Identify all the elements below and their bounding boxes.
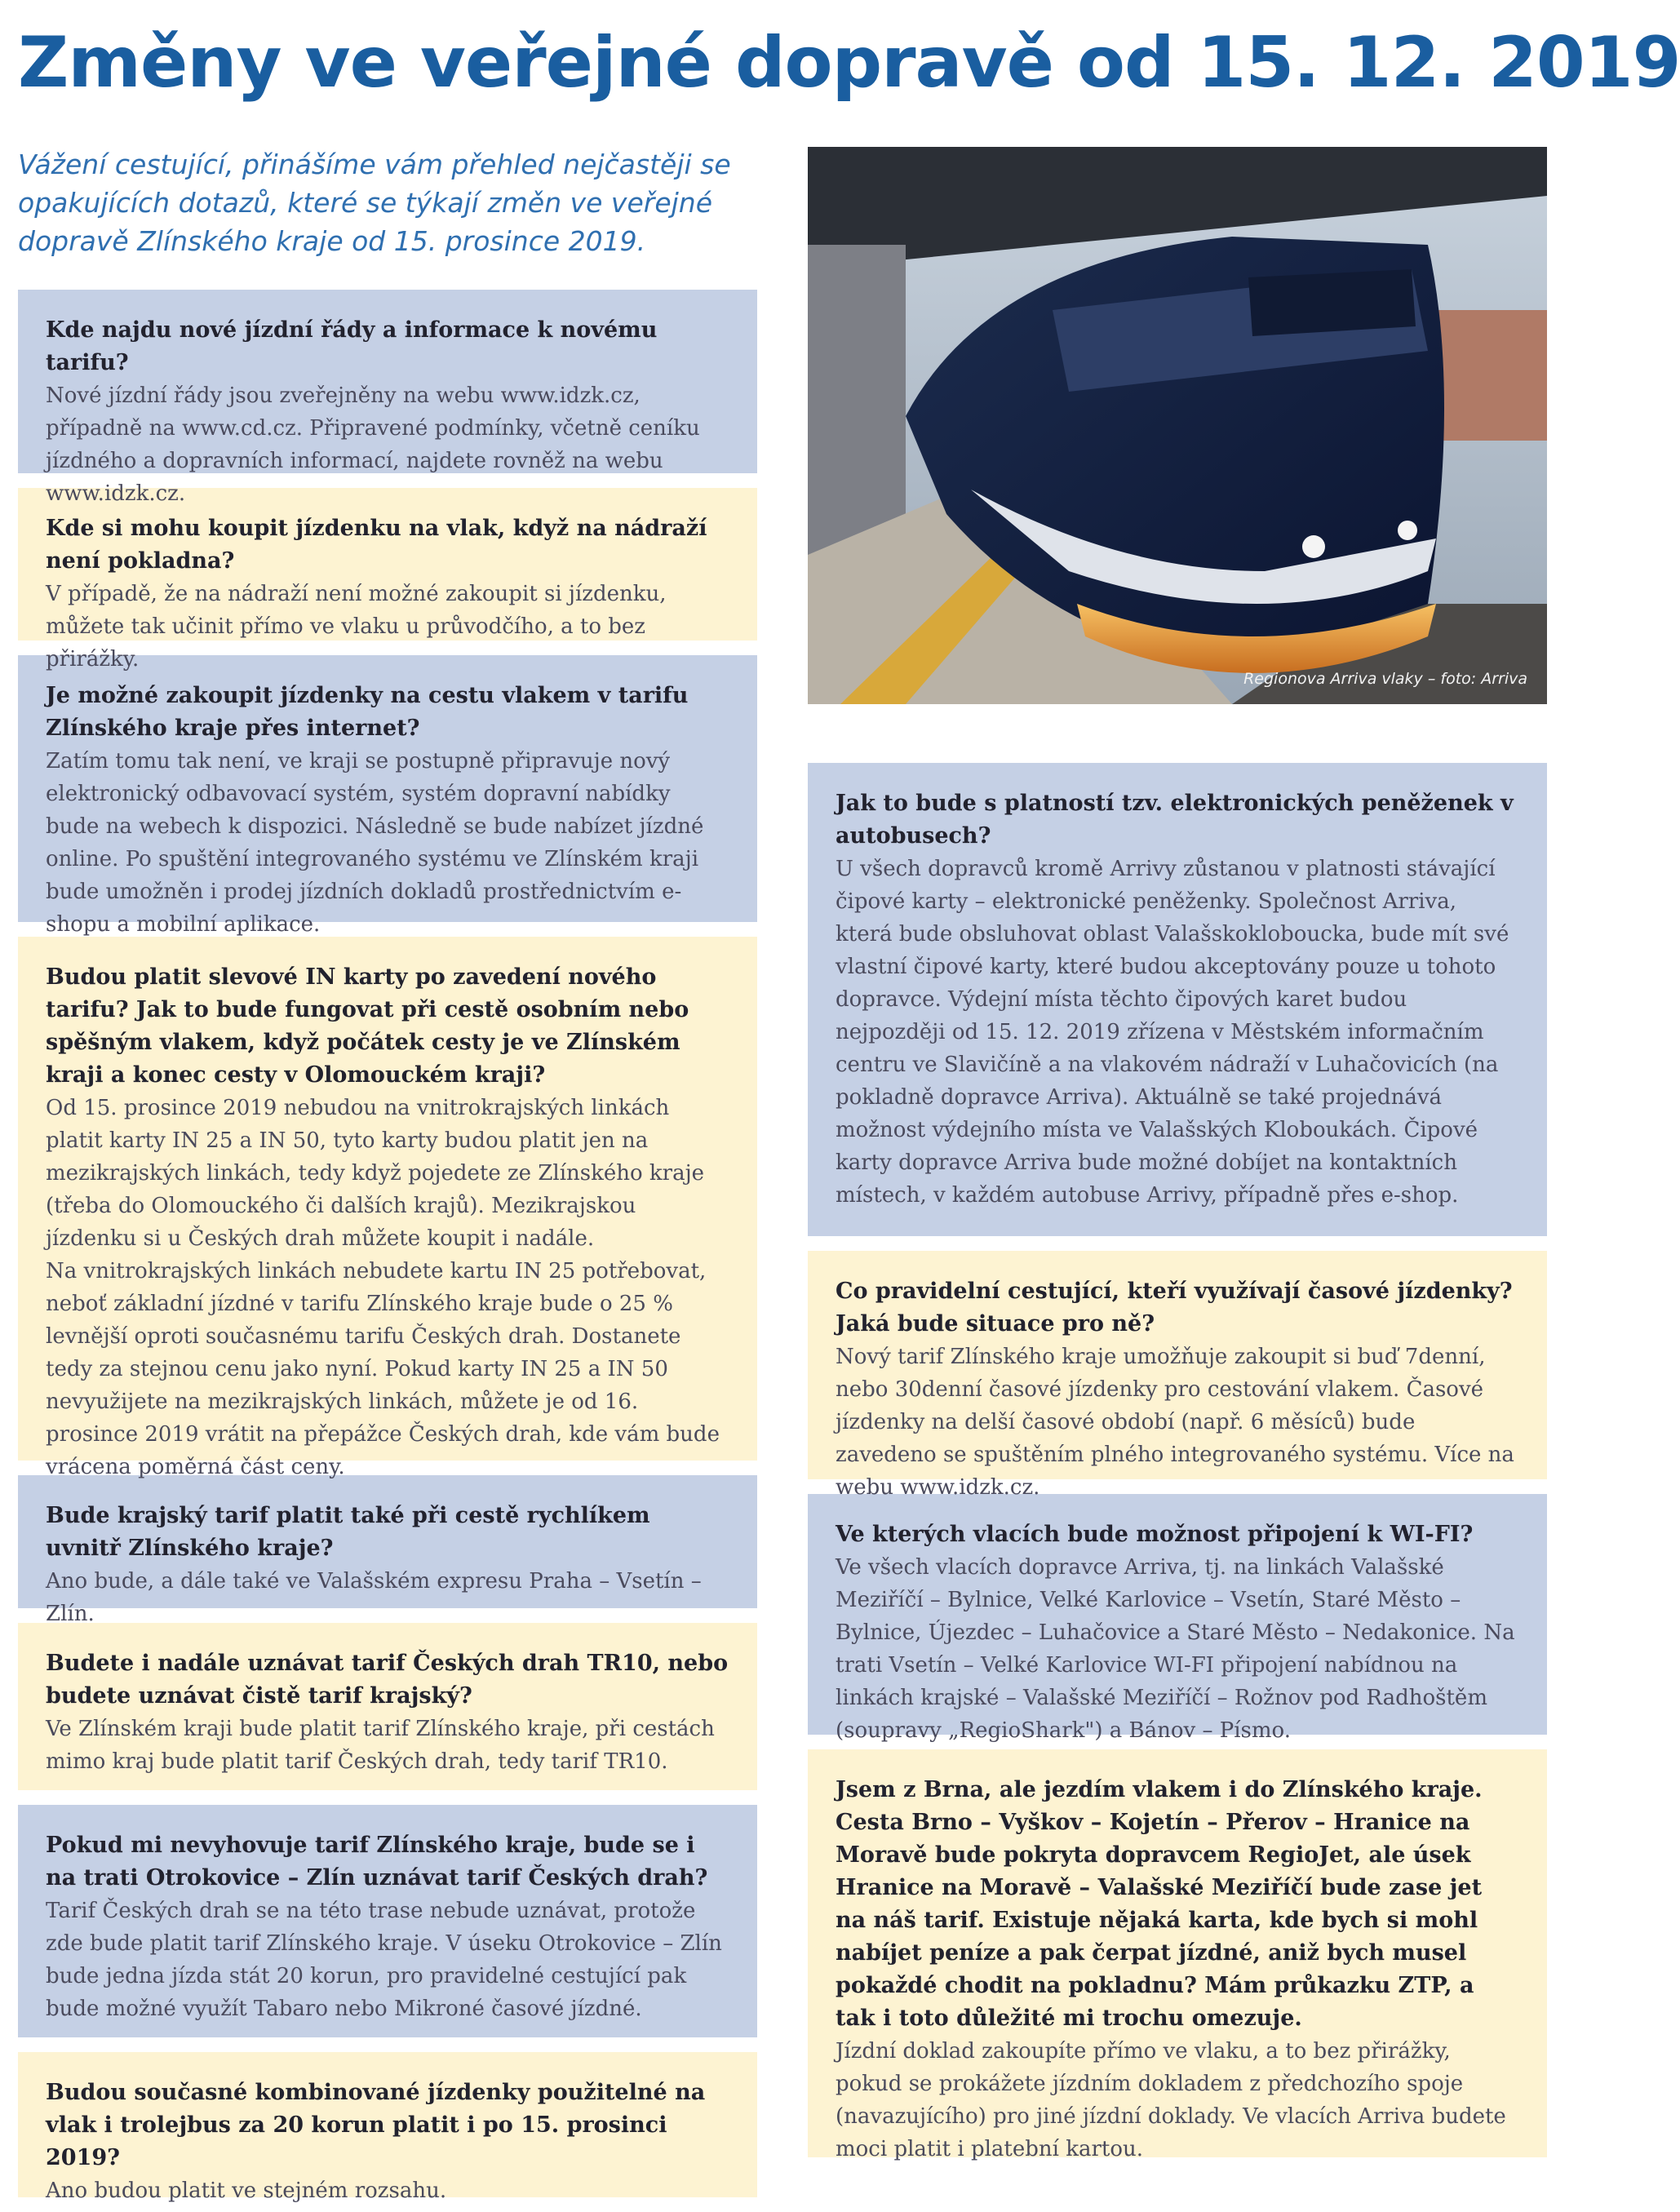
faq-question: Ve kterých vlacích bude možnost připojení k WI-FI? bbox=[836, 1522, 1474, 1547]
photo-caption: Regionova Arriva vlaky – foto: Arriva bbox=[1243, 670, 1527, 688]
train-image bbox=[808, 147, 1547, 704]
faq-question: Co pravidelní cestující, kteří využívají časové jízdenky? Jaká bude situace pro ně? bbox=[836, 1279, 1513, 1337]
faq-question: Budete i nadále uznávat tarif Českých drah TR10, nebo budete uznávat čistě tarif krajský? bbox=[46, 1651, 729, 1709]
faq-question: Budou platit slevové IN karty po zavedení nového tarifu? Jak to bude fungovat při cestě osobním nebo spěšným vlakem, když počátek cesty je ve Zlínském kraji a konec cesty v Olomouckém kraji? bbox=[46, 964, 689, 1088]
faq-answer: Nový tarif Zlínského kraje umožňuje zakoupit si buď 7denní, nebo 30denní časové jízdenky pro cestování vlakem. Časové jízdenky na delší časové období (např. 6 měsíců) bude zavedeno se spuštěním plného integrovaného systému. Více na webu www.idzk.cz. bbox=[836, 1345, 1514, 1500]
faq-question: Budou současné kombinované jízdenky použitelné na vlak i trolejbus za 20 korun platit i po 15. prosinci 2019? bbox=[46, 2080, 706, 2170]
faq-answer: Tarif Českých drah se na této trase nebude uznávat, protože zde bude platit tarif Zlínského kraje. V úseku Otrokovice – Zlín bude jedna jízda stát 20 korun, pro pravidelné cestující pak bude možné využít Tabaro nebo Mikroné časové jízdné. bbox=[46, 1899, 722, 2021]
faq-answer: U všech dopravců kromě Arrivy zůstanou v platnosti stávající čipové karty – elektronické peněženky. Společnost Arriva, která bude obsluhovat oblast Valašskokloboucka, bude mít své vlastní čipové karty, které budou akceptovány pouze u tohoto dopravce. Výdejní místa těchto čipových karet budou nejpozději od 15. 12. 2019 zřízena v Městském informačním centru ve Slavičíně a na vlakovém nádraží v Luhačovicích (na pokladně dopravce Arriva). Aktuálně se také projednává možnost výdejního místa ve Valašských Kloboukách. Čipové karty dopravce Arriva bude možné dobíjet na kontaktních místech, v každém autobuse Arrivy, případně přes e-shop. bbox=[836, 857, 1509, 1208]
faq-answer: Nové jízdní řády jsou zveřejněny na webu www.idzk.cz, případně na www.cd.cz. Připravené podmínky, včetně ceníku jízdného a dopravních informací, najdete rovněž na webu www.idzk.cz. bbox=[46, 383, 700, 506]
faq-answer: Zatím tomu tak není, ve kraji se postupně připravuje nový elektronický odbavovací systém, systém dopravní nabídky bude na webech k dispozici. Následně se bude nabízet jízdné online. Po spuštění integrovaného systému ve Zlínském kraji bude umožněn i prodej jízdních dokladů prostřednictvím e-shopu a mobilní aplikace. bbox=[46, 749, 704, 937]
faq-item bbox=[808, 1749, 1547, 2161]
train-photo bbox=[808, 147, 1547, 704]
faq-question: Jsem z Brna, ale jezdím vlakem i do Zlínského kraje. Cesta Brno – Vyškov – Kojetín – Přerov – Hranice na Moravě bude pokryta dopravcem RegioJet, ale úsek Hranice na Moravě – Valašské Meziříčí bude zase jet na náš tarif. Existuje nějaká karta, kde bych si mohl nabíjet peníze a pak čerpat jízdné, aniž bych musel pokaždé chodit na pokladnu? Mám průkazku ZTP, a tak i toto důležité mi trochu omezuje. bbox=[836, 1777, 1483, 2031]
faq-item bbox=[18, 1475, 757, 1626]
faq-item bbox=[18, 937, 757, 1479]
right-column bbox=[808, 763, 1547, 2172]
faq-item bbox=[808, 1494, 1547, 1743]
faq-item bbox=[808, 1251, 1547, 1500]
faq-question: Kde si mohu koupit jízdenku na vlak, když na nádraží není pokladna? bbox=[46, 516, 707, 574]
intro-text: Vážení cestující, přinášíme vám přehled nejčastěji se opakujících dotazů, které se týkají změn ve veřejné dopravě Zlínského kraje od 15. prosince 2019. bbox=[18, 149, 731, 257]
faq-item bbox=[808, 763, 1547, 1236]
faq-item bbox=[18, 488, 757, 672]
faq-item bbox=[18, 290, 757, 506]
faq-item bbox=[18, 1623, 757, 1790]
faq-answer: Jízdní doklad zakoupíte přímo ve vlaku, a to bez přirážky, pokud se prokážete jízdním dokladem z předchozího spoje (navazujícího) pro jiné jízdní doklady. Ve vlacích Arriva budete moci platit i platební kartou. bbox=[836, 2039, 1506, 2161]
faq-answer: Od 15. prosince 2019 nebudou na vnitrokrajských linkách platit karty IN 25 a IN 50, tyto karty budou platit jen na mezikrajských linkách, tedy když pojedete ze Zlínského kraje (třeba do Olomouckého či dalších krajů). Mezikrajskou jízdenku si u Českých drah můžete koupit i nadále. Na vnitrokrajských linkách nebudete kartu IN 25 potřebovat, neboť základní jízdné v tarifu Zlínského kraje bude o 25 % levnější oproti současnému tarifu Českých drah. Dostanete tedy za stejnou cenu jako nyní. Pokud karty IN 25 a IN 50 nevyužijete na mezikrajských linkách, můžete je od 16. prosince 2019 vrátit na přepážce Českých drah, kde vám bude vrácena poměrná část ceny. bbox=[46, 1096, 720, 1479]
faq-answer: Ano budou platit ve stejném rozsahu. bbox=[46, 2179, 447, 2203]
faq-item bbox=[18, 1805, 757, 2037]
faq-question: Je možné zakoupit jízdenky na cestu vlakem v tarifu Zlínského kraje přes internet? bbox=[46, 683, 689, 741]
faq-answer: Ano bude, a dále také ve Valašském expresu Praha – Vsetín – Zlín. bbox=[46, 1569, 702, 1626]
faq-item bbox=[18, 655, 757, 937]
faq-answer: Ve Zlínském kraji bude platit tarif Zlínského kraje, při cestách mimo kraj bude platit tarif Českých drah, tedy tarif TR10. bbox=[46, 1717, 715, 1774]
faq-answer: Ve všech vlacích dopravce Arriva, tj. na linkách Valašské Meziříčí – Bylnice, Velké Karlovice – Vsetín, Staré Město – Bylnice, Újezdec – Luhačovice a Staré Město – Nedakonice. Na trati Vsetín – Velké Karlovice WI-FI připojení nabídnou na linkách krajské – Valašské Meziříčí – Rožnov pod Radhoštěm (soupravy „RegioShark") a Bánov – Písmo. bbox=[836, 1555, 1515, 1743]
left-column bbox=[18, 290, 757, 2212]
faq-answer: V případě, že na nádraží není možné zakoupit si jízdenku, můžete tak učinit přímo ve vlaku u průvodčího, a to bez přirážky. bbox=[46, 582, 667, 672]
faq-item bbox=[18, 2052, 757, 2203]
page-title: Změny ve veřejné dopravě od 15. 12. 2019 bbox=[18, 22, 1680, 104]
faq-question: Pokud mi nevyhovuje tarif Zlínského kraje, bude se i na trati Otrokovice – Zlín uznávat tarif Českých drah? bbox=[46, 1833, 708, 1891]
faq-question: Jak to bude s platností tzv. elektronických peněženek v autobusech? bbox=[836, 791, 1514, 849]
faq-question: Kde najdu nové jízdní řády a informace k novému tarifu? bbox=[46, 317, 658, 375]
faq-question: Bude krajský tarif platit také při cestě rychlíkem uvnitř Zlínského kraje? bbox=[46, 1503, 650, 1561]
